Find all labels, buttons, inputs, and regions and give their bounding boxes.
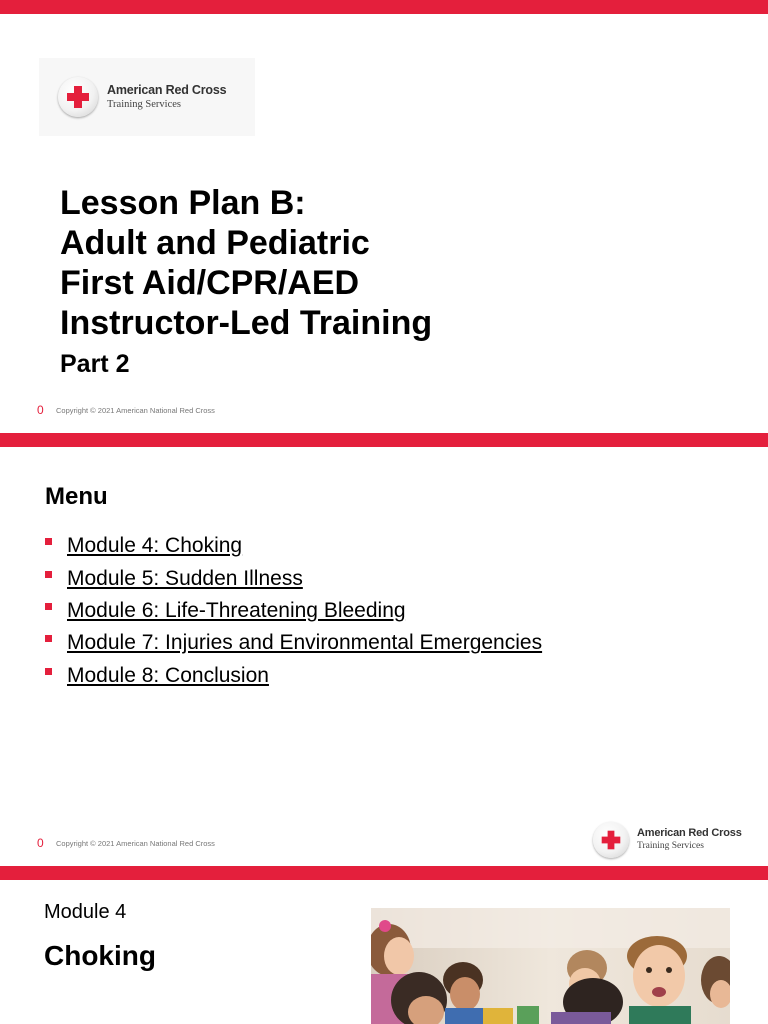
module-menu (45, 530, 542, 692)
menu-link-module-8[interactable]: Module 8: Conclusion (67, 663, 269, 687)
menu-item (45, 530, 542, 562)
bullet-icon (45, 668, 52, 675)
logo-org-sub: Training Services (107, 99, 181, 111)
copyright-text: Copyright © 2021 American National Red Cross (56, 839, 215, 848)
bullet-icon (45, 635, 52, 642)
title-line: First Aid/CPR/AED (60, 264, 360, 302)
menu-link-module-4[interactable]: Module 4: Choking (67, 534, 243, 558)
lesson-title (60, 183, 432, 343)
menu-item (45, 595, 542, 627)
logo-org-name: American Red Cross (107, 82, 227, 97)
title-line: Instructor-Led Training (60, 304, 433, 342)
module-label: Module 4 (44, 901, 127, 923)
lesson-subtitle: Part 2 (60, 350, 130, 378)
menu-item (45, 660, 542, 692)
menu-heading: Menu (45, 483, 108, 510)
copyright-text: Copyright © 2021 American National Red Cross (56, 406, 215, 415)
menu-link-module-6[interactable]: Module 6: Life-Threatening Bleeding (67, 598, 406, 622)
red-cross-icon (593, 822, 629, 858)
menu-item (45, 562, 542, 594)
logo-org-sub: Training Services (637, 840, 704, 851)
page-number: 0 (37, 836, 44, 850)
menu-link-module-7[interactable]: Module 7: Injuries and Environmental Emergencies (67, 631, 543, 655)
page-number: 0 (37, 403, 44, 417)
red-cross-logo (39, 58, 255, 136)
module-title: Choking (44, 940, 156, 971)
menu-item (45, 627, 542, 659)
bullet-icon (45, 603, 52, 610)
children-classroom-photo (371, 908, 730, 1024)
menu-link-module-5[interactable]: Module 5: Sudden Illness (67, 566, 303, 590)
title-line: Adult and Pediatric (60, 224, 370, 262)
title-line: Lesson Plan B: (60, 184, 306, 222)
divider-red-bar (0, 866, 768, 880)
red-cross-logo-small (593, 822, 742, 858)
top-red-bar (0, 0, 768, 14)
bullet-icon (45, 538, 52, 545)
logo-org-name: American Red Cross (637, 827, 742, 840)
divider-red-bar (0, 433, 768, 447)
red-cross-icon (58, 77, 98, 117)
bullet-icon (45, 571, 52, 578)
